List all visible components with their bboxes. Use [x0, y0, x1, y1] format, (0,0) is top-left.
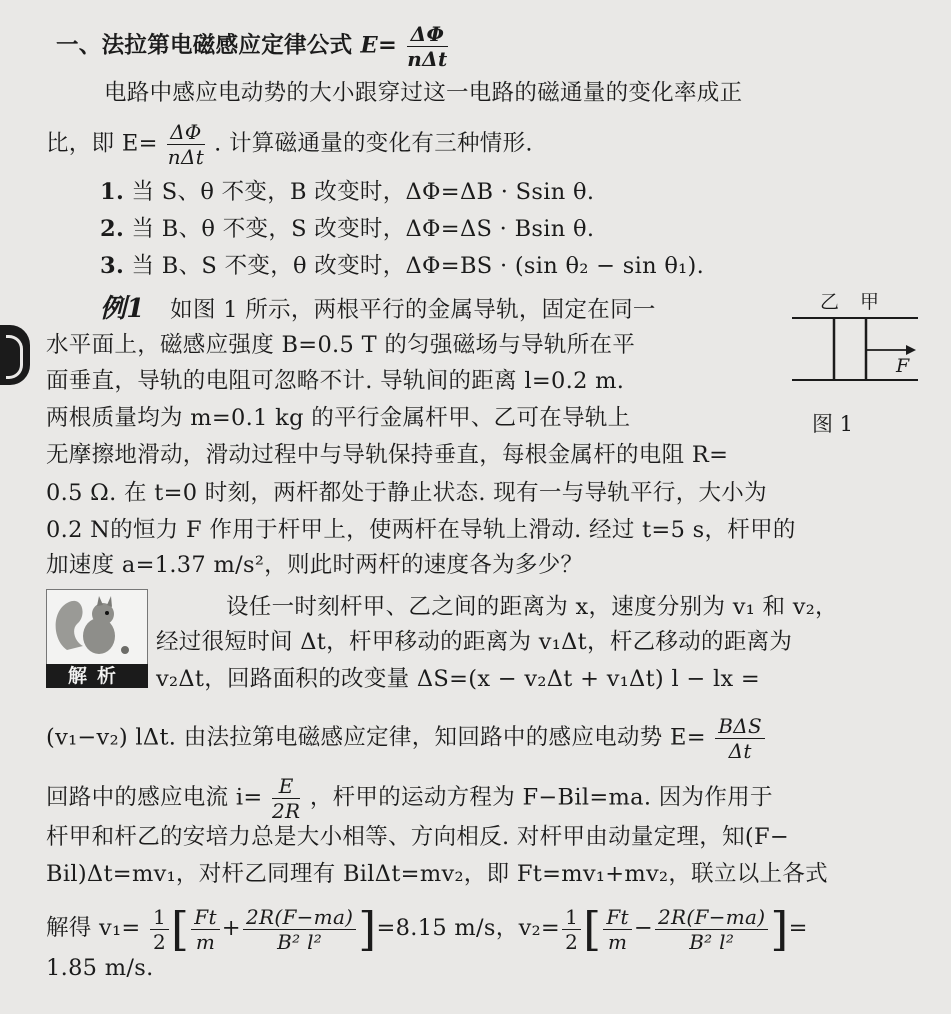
ft-fraction-2 [603, 905, 632, 954]
analysis-line-4 [46, 714, 767, 763]
fraction-denominator: m [607, 929, 628, 954]
example-line-4: 两根质量均为 m=0.1 kg 的平行金属杆甲、乙可在导轨上 [46, 405, 631, 431]
analysis-text: (v₁−v₂) lΔt. 由法拉第电磁感应定律，知回路中的感应电动势 E= [46, 724, 706, 751]
heading-fraction [407, 22, 447, 71]
example-line-6: 0.5 Ω. 在 t=0 时刻，两杆都处于静止状态. 现有一与导轨平行，大小为 [46, 480, 767, 506]
example-line-7: 0.2 N的恒力 F 作用于杆甲上，使两杆在导轨上滑动. 经过 t=5 s，杆甲的 [46, 517, 796, 543]
minus-sign: − [633, 915, 654, 941]
case-number: 3. [100, 253, 125, 279]
fraction-denominator: Δt [728, 739, 752, 763]
example-line-5: 无摩擦地滑动，滑动过程中与导轨保持垂直，每根金属杆的电阻 R= [46, 442, 729, 468]
example-line-3: 面垂直，导轨的电阻可忽略不计. 导轨间的距离 l=0.2 m. [46, 368, 625, 394]
analysis-line-3: v₂Δt，回路面积的改变量 ΔS=(x − v₂Δt + v₁Δt) l − lx = [156, 666, 761, 692]
fraction-denominator: 2 [153, 929, 167, 954]
case-number: 1. [100, 179, 125, 205]
intro-fraction [167, 120, 204, 169]
intro-line-2-post: . 计算磁通量的变化有三种情形. [214, 130, 533, 157]
fraction-numerator: Ft [603, 905, 632, 930]
intro-line-2-pre: 比，即 E= [46, 130, 158, 157]
ft-fraction [191, 905, 220, 954]
left-bracket-2: [ [583, 902, 602, 956]
analysis-line-1: 设任一时刻杆甲、乙之间的距离为 x，速度分别为 v₁ 和 v₂， [226, 594, 838, 620]
fraction-numerator: 1 [562, 905, 581, 930]
figure-caption: 图 1 [812, 412, 854, 436]
half-fraction-2 [562, 905, 581, 954]
figure-1-diagram [790, 284, 920, 414]
fraction-numerator: 2R(F−ma) [243, 905, 356, 930]
label-yi: 乙 [820, 291, 840, 313]
plus-sign: + [221, 915, 241, 941]
half-fraction [150, 905, 169, 954]
current-post: ，杆甲的运动方程为 F−Bil=ma. 因为作用于 [309, 784, 773, 811]
fraction-denominator: nΔt [407, 47, 448, 71]
squirrel-icon [47, 590, 147, 662]
example-line-2: 水平面上，磁感应强度 B=0.5 T 的匀强磁场与导轨所在平 [46, 332, 636, 358]
case-item [100, 177, 594, 207]
v2-equals: = [788, 915, 808, 941]
case-number: 2. [100, 216, 125, 242]
analysis-label: 解析 [46, 664, 148, 688]
left-bracket: [ [171, 902, 190, 956]
label-jia: 甲 [860, 291, 880, 313]
analysis-line-2: 经过很短时间 Δt，杆甲移动的距离为 v₁Δt，杆乙移动的距离为 [156, 629, 793, 655]
intro-line-1: 电路中感应电动势的大小跟穿过这一电路的磁通量的变化率成正 [104, 80, 743, 106]
fraction-denominator: B² l² [689, 929, 735, 954]
section-heading [56, 22, 450, 71]
rf-fraction [243, 905, 356, 954]
solution-line [46, 898, 808, 958]
analysis-line-5 [46, 774, 773, 823]
case-text: 当 S、θ 不变，B 改变时，ΔΦ=ΔB · Ssin θ. [131, 179, 595, 205]
fraction-numerator: E [272, 774, 300, 799]
fraction-numerator: ΔΦ [167, 120, 204, 145]
label-force: F [896, 355, 910, 377]
current-pre: 回路中的感应电流 i= [46, 784, 263, 811]
force-arrow-head [906, 345, 916, 355]
v2-result-line: 1.85 m/s. [46, 955, 154, 981]
emf-fraction [715, 714, 765, 763]
fraction-denominator: B² l² [277, 929, 323, 954]
case-text: 当 B、θ 不变，S 改变时，ΔΦ=ΔS · Bsin θ. [131, 216, 595, 242]
solve-pre: 解得 v₁= [46, 915, 141, 941]
case-item [100, 251, 704, 281]
heading-title: 一、法拉第电磁感应定律公式 [56, 32, 353, 59]
intro-line-2 [46, 120, 533, 169]
fraction-denominator: nΔt [167, 145, 205, 169]
example-line-1 [100, 294, 656, 325]
case-item [100, 214, 594, 244]
fraction-denominator: 2 [565, 929, 579, 954]
right-bracket-2: ] [770, 902, 789, 956]
example-mark: 例1 [100, 294, 145, 324]
current-fraction [272, 774, 300, 823]
right-bracket: ] [358, 902, 377, 956]
analysis-line-6: 杆甲和杆乙的安培力总是大小相等、方向相反. 对杆甲由动量定理，知(F− [46, 824, 790, 850]
heading-formula-lhs: E= [360, 32, 398, 59]
fraction-numerator: 1 [150, 905, 169, 930]
fraction-denominator: 2R [271, 799, 301, 823]
fraction-numerator: 2R(F−ma) [655, 905, 768, 930]
chapter-tab-marker [0, 325, 30, 385]
fraction-numerator: ΔΦ [407, 22, 447, 47]
case-text: 当 B、S 不变，θ 改变时，ΔΦ=BS · (sin θ₂ − sin θ₁). [131, 253, 705, 279]
analysis-line-7: Bil)Δt=mv₁，对杆乙同理有 BilΔt=mv₂，即 Ft=mv₁+mv₂，联立以上各式 [46, 861, 828, 887]
rf-fraction-2 [655, 905, 768, 954]
fraction-numerator: BΔS [715, 714, 765, 739]
example-text: 如图 1 所示，两根平行的金属导轨，固定在同一 [170, 297, 656, 323]
fraction-denominator: m [195, 929, 216, 954]
example-line-8: 加速度 a=1.37 m/s²，则此时两杆的速度各为多少？ [46, 552, 584, 578]
v1-value: =8.15 m/s，v₂= [376, 915, 561, 941]
fraction-numerator: Ft [191, 905, 220, 930]
